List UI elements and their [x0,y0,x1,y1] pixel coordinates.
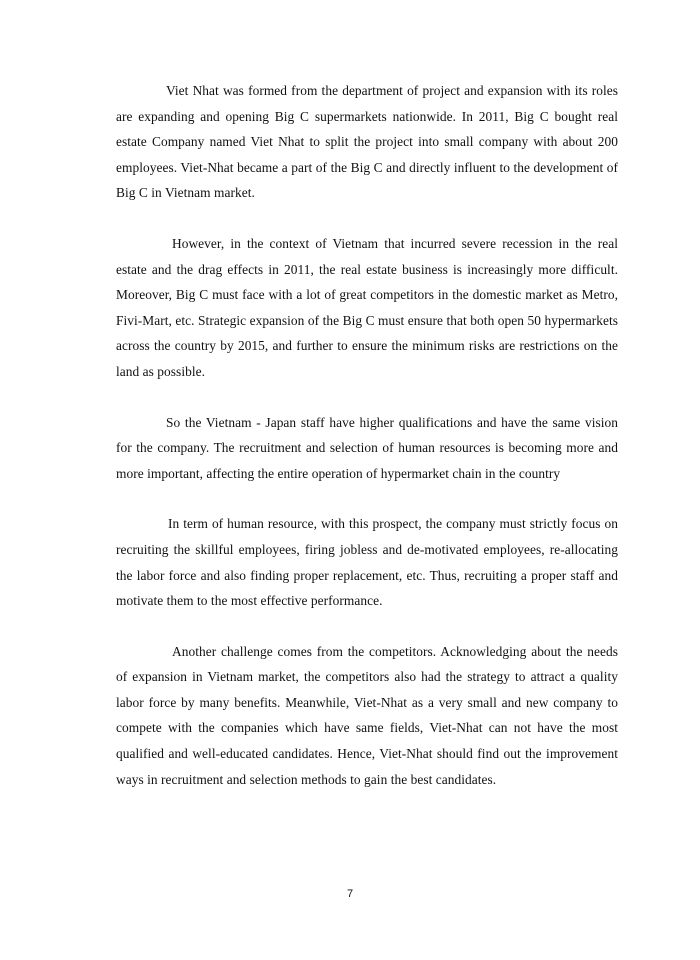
paragraph-staff-qualifications: So the Vietnam - Japan staff have higher qualifications and have the same vision for the company. The recruitment and selection of human resources is becoming more and more important, affecting the entire operation of hypermarket chain in the country [116,414,618,481]
paragraph-human-resource: In term of human resource, with this prospect, the company must strictly focus on recruiting the skillful employees, firing jobless and de-motivated employees, re-allocating the labor force and also finding proper replacement, etc. Thus, recruiting a proper staff and motivate them to the most effective performance. [116,516,618,609]
paragraph-market-context: However, in the context of Vietnam that incurred severe recession in the real estate and the drag effects in 2011, the real estate business is increasingly more difficult. Moreover, Big C must face with a lot of great competitors in the domestic market as Metro, Fivi-Mart, etc. Strategic expansion of the Big C must ensure that both open 50 hypermarkets across the country by 2015, and further to ensure the minimum risks are restrictions on the land as possible. [116,235,618,379]
document-body [116,78,618,817]
paragraph-company-formation: Viet Nhat was formed from the department of project and expansion with its roles are expanding and opening Big C supermarkets nationwide. In 2011, Big C bought real estate Company named Viet Nhat to split the project into small company with about 200 employees. Viet-Nhat became a part of the Big C and directly influent to the development of Big C in Vietnam market. [116,83,618,201]
page-number: 7 [346,888,354,900]
paragraph-competitor-challenge: Another challenge comes from the competitors. Acknowledging about the needs of expansion in Vietnam market, the competitors also had the strategy to attract a quality labor force by many benefits. Meanwhile, Viet-Nhat as a very small and new company to compete with the companies which have same fields, Viet-Nhat can not have the most qualified and well-educated candidates. Hence, Viet-Nhat should find out the improvement ways in recruitment and selection methods to gain the best candidates. [116,643,618,787]
